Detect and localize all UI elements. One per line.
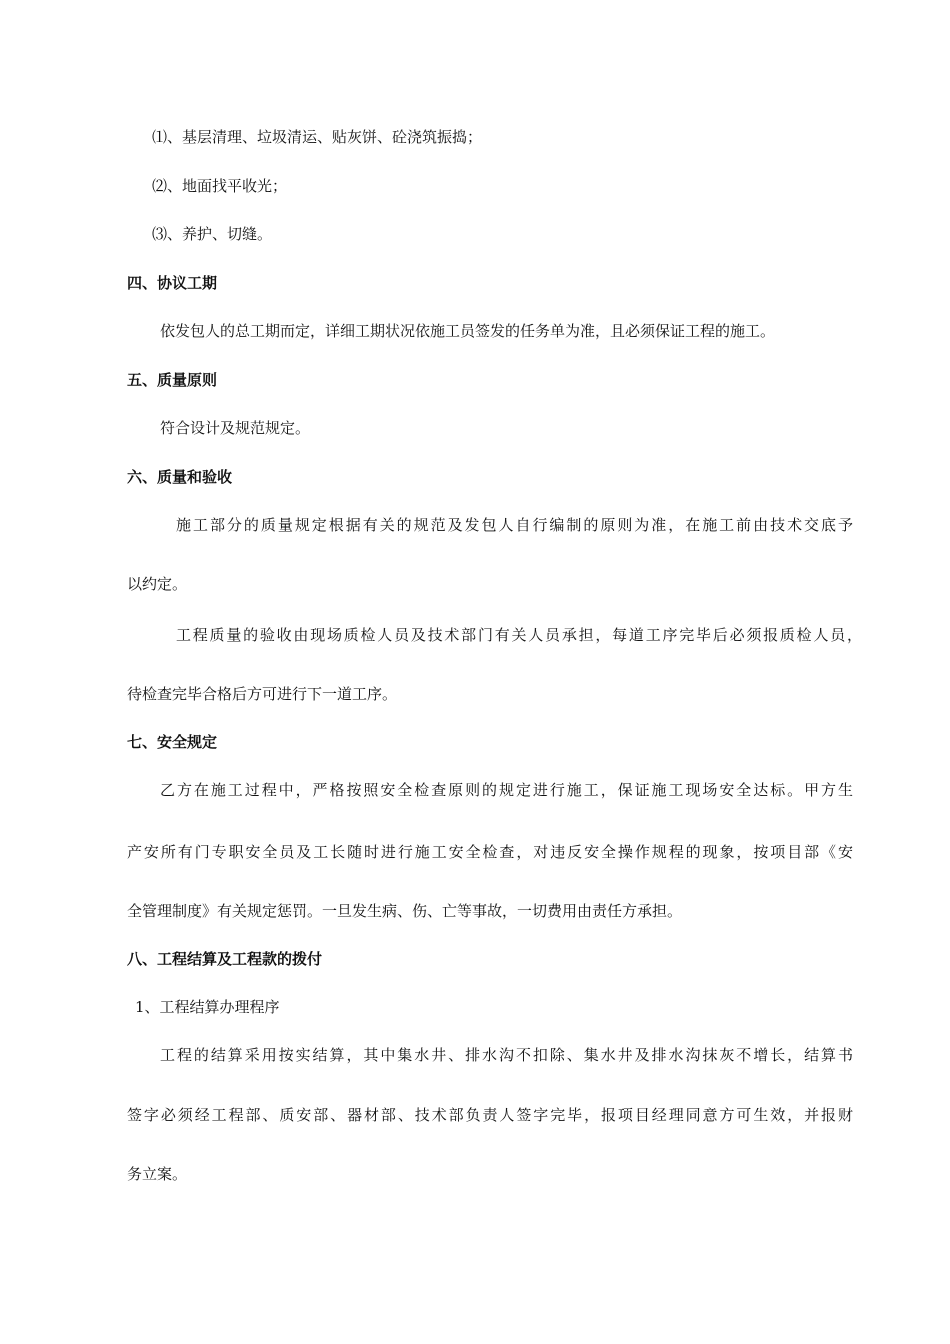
section-8-paragraph-line-2: 签字必须经工程部、质安部、器材部、技术部负责人签字完毕，报项目经理同意方可生效，并报财 (127, 1106, 853, 1124)
section-heading-4: 四、协议工期 (127, 274, 218, 292)
section-6-paragraph-1-line-1: 施工部分的质量规定根据有关的规范及发包人自行编制的原则为准，在施工前由技术交底予 (176, 516, 853, 534)
section-6-paragraph-1-line-2: 以约定。 (127, 575, 188, 593)
section-5-paragraph: 符合设计及规范规定。 (160, 419, 311, 437)
section-8-paragraph-line-1: 工程的结算采用按实结算，其中集水井、排水沟不扣除、集水井及排水沟抹灰不增长，结算书 (160, 1046, 853, 1064)
section-8-paragraph-line-3: 务立案。 (127, 1165, 188, 1183)
section-7-paragraph-line-3: 全管理制度》有关规定惩罚。一旦发生病、伤、亡等事故，一切费用由责任方承担。 (127, 902, 683, 920)
section-7-paragraph-line-1: 乙方在施工过程中，严格按照安全检查原则的规定进行施工，保证施工现场安全达标。甲方生 (160, 781, 853, 799)
section-6-paragraph-2-line-1: 工程质量的验收由现场质检人员及技术部门有关人员承担，每道工序完毕后必须报质检人员， (176, 626, 862, 644)
section-4-paragraph: 依发包人的总工期而定，详细工期状况依施工员签发的任务单为准，且必须保证工程的施工。 (160, 322, 776, 340)
section-heading-5: 五、质量原则 (127, 371, 218, 389)
list-item-1: ⑴、基层清理、垃圾清运、贴灰饼、砼浇筑振捣； (152, 128, 483, 146)
list-item-3: ⑶、养护、切缝。 (152, 225, 273, 243)
section-heading-7: 七、安全规定 (127, 733, 218, 751)
section-8-subheading: 1、工程结算办理程序 (135, 998, 280, 1016)
list-item-2: ⑵、地面找平收光； (152, 177, 288, 195)
section-6-paragraph-2-line-2: 待检查完毕合格后方可进行下一道工序。 (127, 685, 398, 703)
section-7-paragraph-line-2: 产安所有门专职安全员及工长随时进行施工安全检查，对违反安全操作规程的现象，按项目部《安 (127, 843, 853, 861)
section-heading-6: 六、质量和验收 (127, 468, 233, 486)
section-heading-8: 八、工程结算及工程款的拨付 (127, 950, 323, 968)
